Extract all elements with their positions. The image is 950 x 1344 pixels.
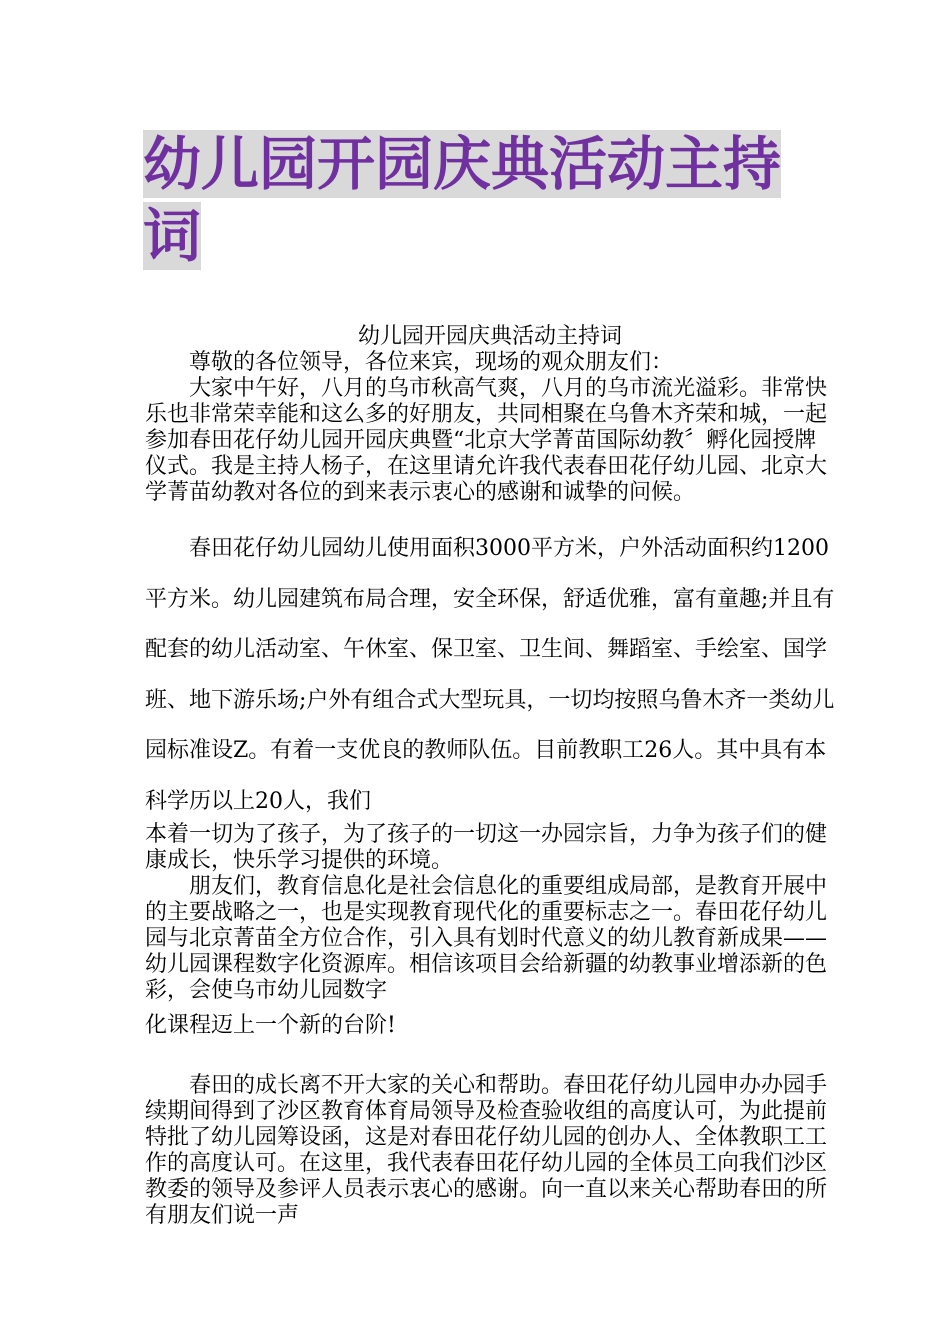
paragraph-thanks: 春田的成长离不开大家的关心和帮助。春田花仔幼儿园申办办园手续期间得到了沙区教育体育局领导及检查验收组的高度认可，为此提前特批了幼儿园筹设函，这是对春田花仔幼儿园的创办人、全体教职工工作的高度认可。在这里，我代表春田花仔幼儿园的全体员工向我们沙区教委的领导及参评人员表示衷心的感谢。向一直以来关心帮助春田的所有朋友们说一声 <box>145 1073 828 1228</box>
paragraph-facilities-continued: 本着一切为了孩子，为了孩子的一切这一办园宗旨，力争为孩子们的健康成长，快乐学习提供的环境。 <box>145 822 828 873</box>
paragraph-facilities: 春田花仔幼儿园幼儿使用面积3000平方米，户外活动面积约1200平方米。幼儿园建筑布局合理，安全环保，舒适优雅，富有童趣;并且有配套的幼儿活动室、午休室、保卫室、卫生间、舞蹈室、手绘室、国学班、地下游乐场;户外有组合式大型玩具，一切均按照乌鲁木齐一类幼儿园标准设Z。有着一支优良的教师队伍。目前教职工26人。其中具有本科学历以上20人，我们 <box>145 536 835 814</box>
paragraph-informatization-continued: 化课程迈上一个新的台阶! <box>145 1013 396 1038</box>
paragraph-welcome: 大家中午好，八月的乌市秋高气爽，八月的乌市流光溢彩。非常快乐也非常荣幸能和这么多的好朋友，共同相聚在乌鲁木齐荣和城，一起参加春田花仔幼儿园开园庆典暨“北京大学菁苗国际幼教〞孵化园授牌仪式。我是主持人杨子，在这里请允许我代表春田花仔幼儿园、北京大学菁苗幼教对各位的到来表示衷心的感谢和诚挚的问候。 <box>145 376 828 505</box>
document-title: 幼儿园开园庆典活动主持词 <box>143 130 782 270</box>
document-subtitle: 幼儿园开园庆典活动主持词 <box>357 324 622 349</box>
paragraph-informatization: 朋友们，教育信息化是社会信息化的重要组成局部，是教育开展中的主要战略之一，也是实现教育现代化的重要标志之一。春田花仔幼儿园与北京菁苗全方位合作，引入具有划时代意义的幼儿教育新成果——幼儿园课程数字化资源库。相信该项目会给新疆的幼教事业增添新的色彩，会使乌市幼儿园数字 <box>145 874 828 1003</box>
greeting-paragraph: 尊敬的各位领导，各位来宾，现场的观众朋友们： <box>189 350 674 375</box>
